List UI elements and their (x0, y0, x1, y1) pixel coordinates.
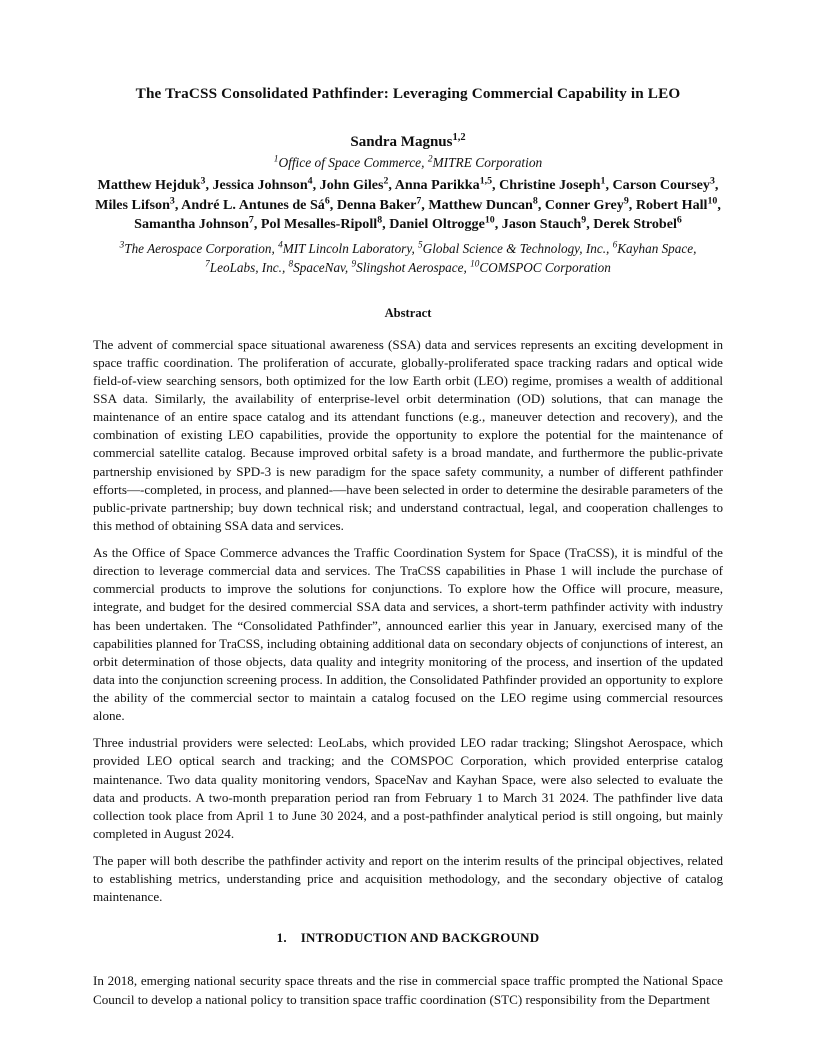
coauthor-superscript: 10 (707, 195, 718, 207)
affiliation-list (93, 240, 723, 277)
coauthor-superscript: 8 (532, 195, 538, 207)
affiliation-entry (289, 260, 349, 275)
lead-author-superscript: 1,2 (452, 132, 466, 143)
coauthor-name: Jessica Johnson (212, 177, 308, 194)
coauthor-superscript: 1 (600, 175, 606, 187)
affiliation-entry (470, 260, 611, 275)
page-content (93, 0, 723, 1009)
affil-marker-1: 1 (273, 154, 279, 165)
affiliation-entry (418, 241, 609, 256)
affil-marker-2: 2 (427, 154, 433, 165)
affiliation-entry (613, 241, 697, 256)
affiliation-entry (205, 260, 285, 275)
coauthor-name: Derek Strobel (593, 216, 677, 233)
coauthor: Anna Parikka$^{1,5}$, (394, 175, 496, 194)
coauthor: Jessica Johnson$^4$, (212, 175, 317, 194)
coauthor: Matthew Duncan$^8$, (428, 195, 542, 213)
affiliation-name: LeoLabs, Inc., (209, 259, 286, 275)
coauthor-superscript: 3 (169, 195, 175, 207)
coauthor: Daniel Oltrogge$^{10}$, (389, 214, 499, 233)
coauthor-name: Anna Parikka (394, 177, 480, 194)
coauthor-superscript: 3 (200, 175, 206, 187)
affiliation-marker: 7 (205, 258, 210, 269)
affiliation-entry (352, 260, 467, 275)
abstract-heading: Abstract (384, 305, 432, 320)
affiliation-name: MIT Lincoln Laboratory, (282, 241, 415, 257)
coauthor-name: André L. Antunes de Sá (181, 196, 325, 213)
coauthor-name: Miles Lifson (95, 196, 170, 213)
coauthor-name: Daniel Oltrogge (389, 216, 485, 233)
coauthor-name: Robert Hall (635, 196, 708, 213)
affiliation-entry (278, 241, 415, 256)
coauthor: Samantha Johnson$^7$, (134, 214, 258, 233)
affiliation-marker: 10 (470, 258, 480, 269)
coauthor: Carson Coursey$^3$, (612, 175, 719, 194)
coauthor-name: Samantha Johnson (134, 216, 249, 233)
coauthor-name: Pol Mesalles-Ripoll (260, 216, 378, 233)
affiliation-name: Slingshot Aerospace, (356, 259, 467, 275)
coauthor-name: Conner Grey (544, 196, 624, 213)
affiliation-marker: 3 (119, 239, 125, 250)
section-number: 1. (276, 930, 287, 946)
coauthor-superscript: 8 (377, 214, 383, 226)
affiliation-name: Kayhan Space, (617, 241, 697, 257)
coauthor-name: Matthew Duncan (428, 196, 533, 213)
affiliation-marker: 6 (612, 239, 618, 250)
coauthor-name: Christine Joseph (499, 177, 601, 194)
affiliation-entry (120, 241, 275, 256)
affiliation-name: SpaceNav, (293, 259, 349, 275)
abstract-paragraph: As the Office of Space Commerce advances the Traffic Coordination System for Space (TraCSS), it is mindful of the direction to leverage commercial data and services. The TraCSS capabilities in Phase 1 will include the purchase of commercial products to improve the solutions for conjunctions. To explore how the Office will procure, measure, integrate, and budget for the desired commercial SSA data and services, a short-term pathfinder activity with industry has been undertaken. The “Consolidated Pathfinder”, announced earlier this year in January, exercised many of the capabilities planned for TraCSS, including obtaining additional data on secondary objects of conjunctions of interest, an orbit determination of those objects, data quality and integrity monitoring of the process, and insertion of the updated data into the conjunction screening process. In addition, the Consolidated Pathfinder provided an opportunity to explore the ability of the commercial sector to maintain a catalog focused on the LEO regime using commercial resources alone. (93, 545, 723, 724)
introduction-paragraph: In 2018, emerging national security space threats and the rise in commercial space traffic prompted the National Space Council to develop a national policy to transition space traffic coordination (STC) responsibility from the Department (93, 973, 723, 1007)
abstract-paragraph: The paper will both describe the pathfinder activity and report on the interim results of the principal objectives, related to establishing metrics, understanding price and acquisition methodology, and the secondary objective of catalog maintenance. (93, 853, 723, 905)
coauthor-name: John Giles (319, 177, 384, 194)
coauthor-superscript: 7 (248, 214, 254, 226)
lead-affiliations (93, 154, 723, 172)
lead-author (93, 133, 723, 153)
author-block (93, 133, 723, 278)
affiliation-name: COMSPOC Corporation (479, 259, 611, 275)
affiliation-marker: 4 (278, 239, 283, 250)
coauthor-name: Matthew Hejduk (97, 177, 201, 194)
affiliation-name: Global Science & Technology, Inc., (422, 241, 610, 257)
coauthor: Denna Baker$^7$, (336, 195, 425, 213)
coauthor: Matthew Hejduk$^3$, (97, 175, 209, 194)
coauthor: John Giles$^2$, (319, 175, 392, 194)
coauthor-superscript: 2 (383, 175, 389, 187)
coauthor-superscript: 9 (581, 214, 587, 226)
page-title: The TraCSS Consolidated Pathfinder: Leveraging Commercial Capability in LEO (135, 85, 681, 102)
abstract-paragraph: The advent of commercial space situational awareness (SSA) data and services represents an exciting development in space traffic coordination. The proliferation of accurate, globally-proliferated space tracking radars and optical wide field-of-view searching sensors, both optimized for the low Earth orbit (LEO) regime, promises a wealth of additional SSA data. Similarly, the availability of enterprise-level orbit determination (OD) solutions, that can manage the maintenance of an entire space catalog and its attendant functions (e.g., maneuver detection and recovery), and the combination of existing LEO capabilities, provide the opportunity to explore the potential for the maintenance of commercial satellite catalog. Because improved orbital safety is a broad mandate, and furthermore the public-private partnership envisioned by SPD-3 is new paradigm for the space safety community, a number of different pathfinder efforts—-completed, in process, and planned-—have been selected in order to determine the desirable parameters of the public-private partnership; buy down technical risk; and understand contractual, legal, and cooperation challenges to this method of obtaining SSA data and services. (93, 336, 723, 533)
affiliation-marker: 8 (288, 258, 294, 269)
coauthor-superscript: 3 (709, 175, 715, 187)
coauthor-superscript: 6 (676, 214, 682, 226)
coauthor-superscript: 7 (416, 195, 422, 207)
coauthor-name: Denna Baker (336, 196, 417, 213)
coauthor-superscript: 6 (324, 195, 330, 207)
coauthor: Pol Mesalles-Ripoll$^8$, (260, 214, 386, 233)
coauthor: Miles Lifson$^3$, (95, 195, 179, 213)
affiliation-2: MITRE Corporation (432, 154, 543, 170)
introduction-body (93, 972, 723, 1008)
coauthor-superscript: 9 (623, 195, 629, 207)
coauthor: Christine Joseph$^1$, (499, 175, 609, 194)
coauthor: André L. Antunes de $Sá^6$, (181, 195, 334, 213)
coauthor-name: Jason Stauch (501, 216, 582, 233)
coauthor: Jason Stauch$^9$, (501, 214, 590, 233)
coauthor-name: Carson Coursey (612, 177, 710, 194)
coauthor-superscript: 4 (307, 175, 313, 187)
lead-author-name: Sandra Magnus (350, 134, 453, 150)
coauthor-list (93, 176, 723, 235)
coauthor: Robert Hall$^{10}$, (635, 195, 721, 213)
affiliation-marker: 9 (351, 258, 357, 269)
coauthor (593, 216, 682, 232)
section-heading-introduction (93, 930, 723, 946)
coauthor-superscript: 1,5 (479, 175, 493, 187)
affiliation-1: Office of Space Commerce, (278, 154, 425, 170)
abstract-body (93, 336, 723, 907)
affiliation-marker: 5 (418, 239, 423, 250)
coauthor-superscript: 10 (484, 214, 495, 226)
coauthor: Conner Grey$^9$, (544, 195, 633, 213)
abstract-paragraph: Three industrial providers were selected: LeoLabs, which provided LEO radar tracking; Slingshot Aerospace, which provided LEO optical search and tracking; and the COMSPOC Corporation, which provided enterprise catalog maintenance. Two data quality monitoring vendors, SpaceNav and Kayhan Space, were also selected to evaluate the data and products. A two-month preparation period ran from February 1 to March 31 2024. The pathfinder live data collection took place from April 1 to June 30 2024, and a post-pathfinder analytical period is still ongoing, but mainly completed in August 2024. (93, 735, 723, 841)
section-title: INTRODUCTION AND BACKGROUND (300, 930, 540, 946)
affiliation-name: The Aerospace Corporation, (124, 241, 275, 257)
